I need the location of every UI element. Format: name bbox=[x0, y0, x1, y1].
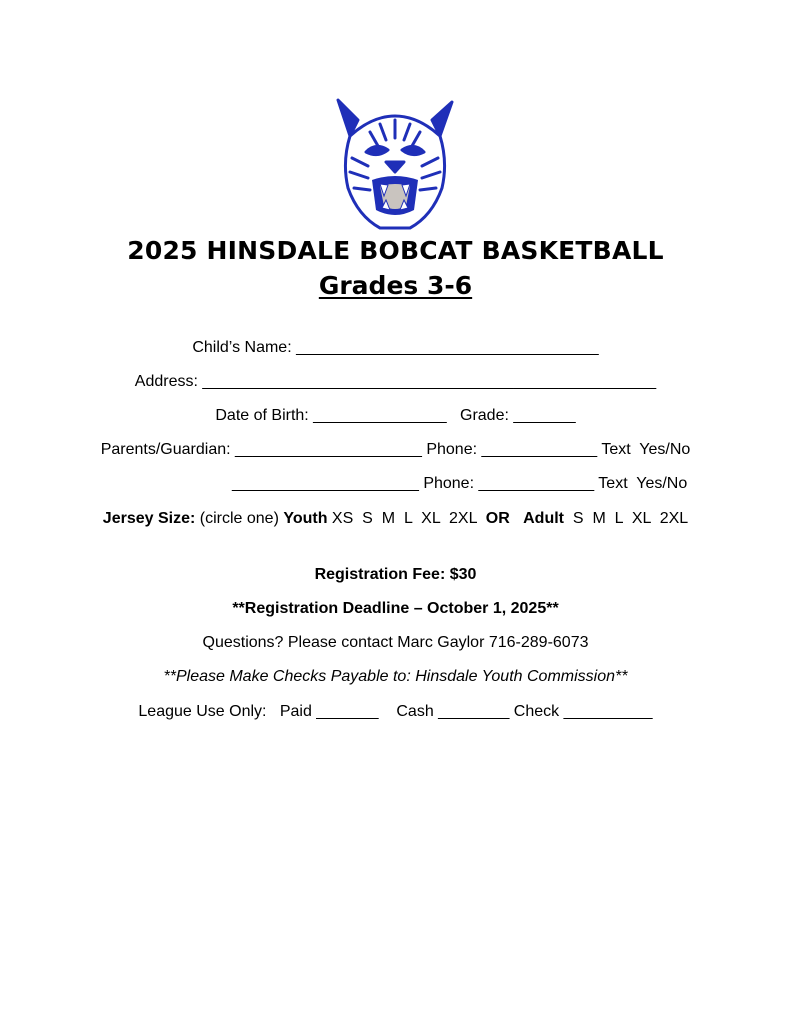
adult-sizes[interactable]: S M L XL 2XL bbox=[564, 510, 689, 527]
youth-label: Youth bbox=[283, 510, 328, 527]
checks-payable-note: **Please Make Checks Payable to: Hinsdale Youth Commission** bbox=[163, 668, 628, 685]
address-field[interactable]: Address: ___________________________________________________ bbox=[134, 373, 657, 390]
registration-fee: Registration Fee: $30 bbox=[314, 566, 477, 583]
second-guardian-field[interactable]: _____________________ Phone: _____________ Text Yes/No bbox=[232, 475, 688, 492]
grades-label: Grades 3-6 bbox=[318, 271, 473, 300]
league-use-only-field: League Use Only: Paid _______ Cash ________ Check __________ bbox=[138, 703, 653, 720]
bobcat-logo-icon bbox=[328, 92, 462, 232]
parent-guardian-field[interactable]: Parents/Guardian: _____________________ Phone: _____________ Text Yes/No bbox=[100, 441, 691, 458]
youth-sizes[interactable]: XS S M L XL 2XL bbox=[327, 510, 486, 527]
page-title: 2025 HINSDALE BOBCAT BASKETBALL bbox=[127, 236, 664, 265]
or-label: OR bbox=[485, 510, 510, 527]
registration-deadline: **Registration Deadline – October 1, 2025** bbox=[232, 600, 559, 617]
child-name-field[interactable]: Child’s Name: __________________________________ bbox=[192, 339, 599, 356]
jersey-size-label: Jersey Size: bbox=[102, 510, 196, 527]
jersey-instruction: (circle one) bbox=[195, 510, 284, 527]
jersey-size-row[interactable] bbox=[0, 509, 791, 529]
page-subtitle bbox=[0, 271, 791, 300]
contact-info: Questions? Please contact Marc Gaylor 716-289-6073 bbox=[202, 634, 589, 651]
adult-label: Adult bbox=[523, 510, 564, 527]
dob-grade-field[interactable]: Date of Birth: _______________ Grade: _______ bbox=[215, 407, 576, 424]
